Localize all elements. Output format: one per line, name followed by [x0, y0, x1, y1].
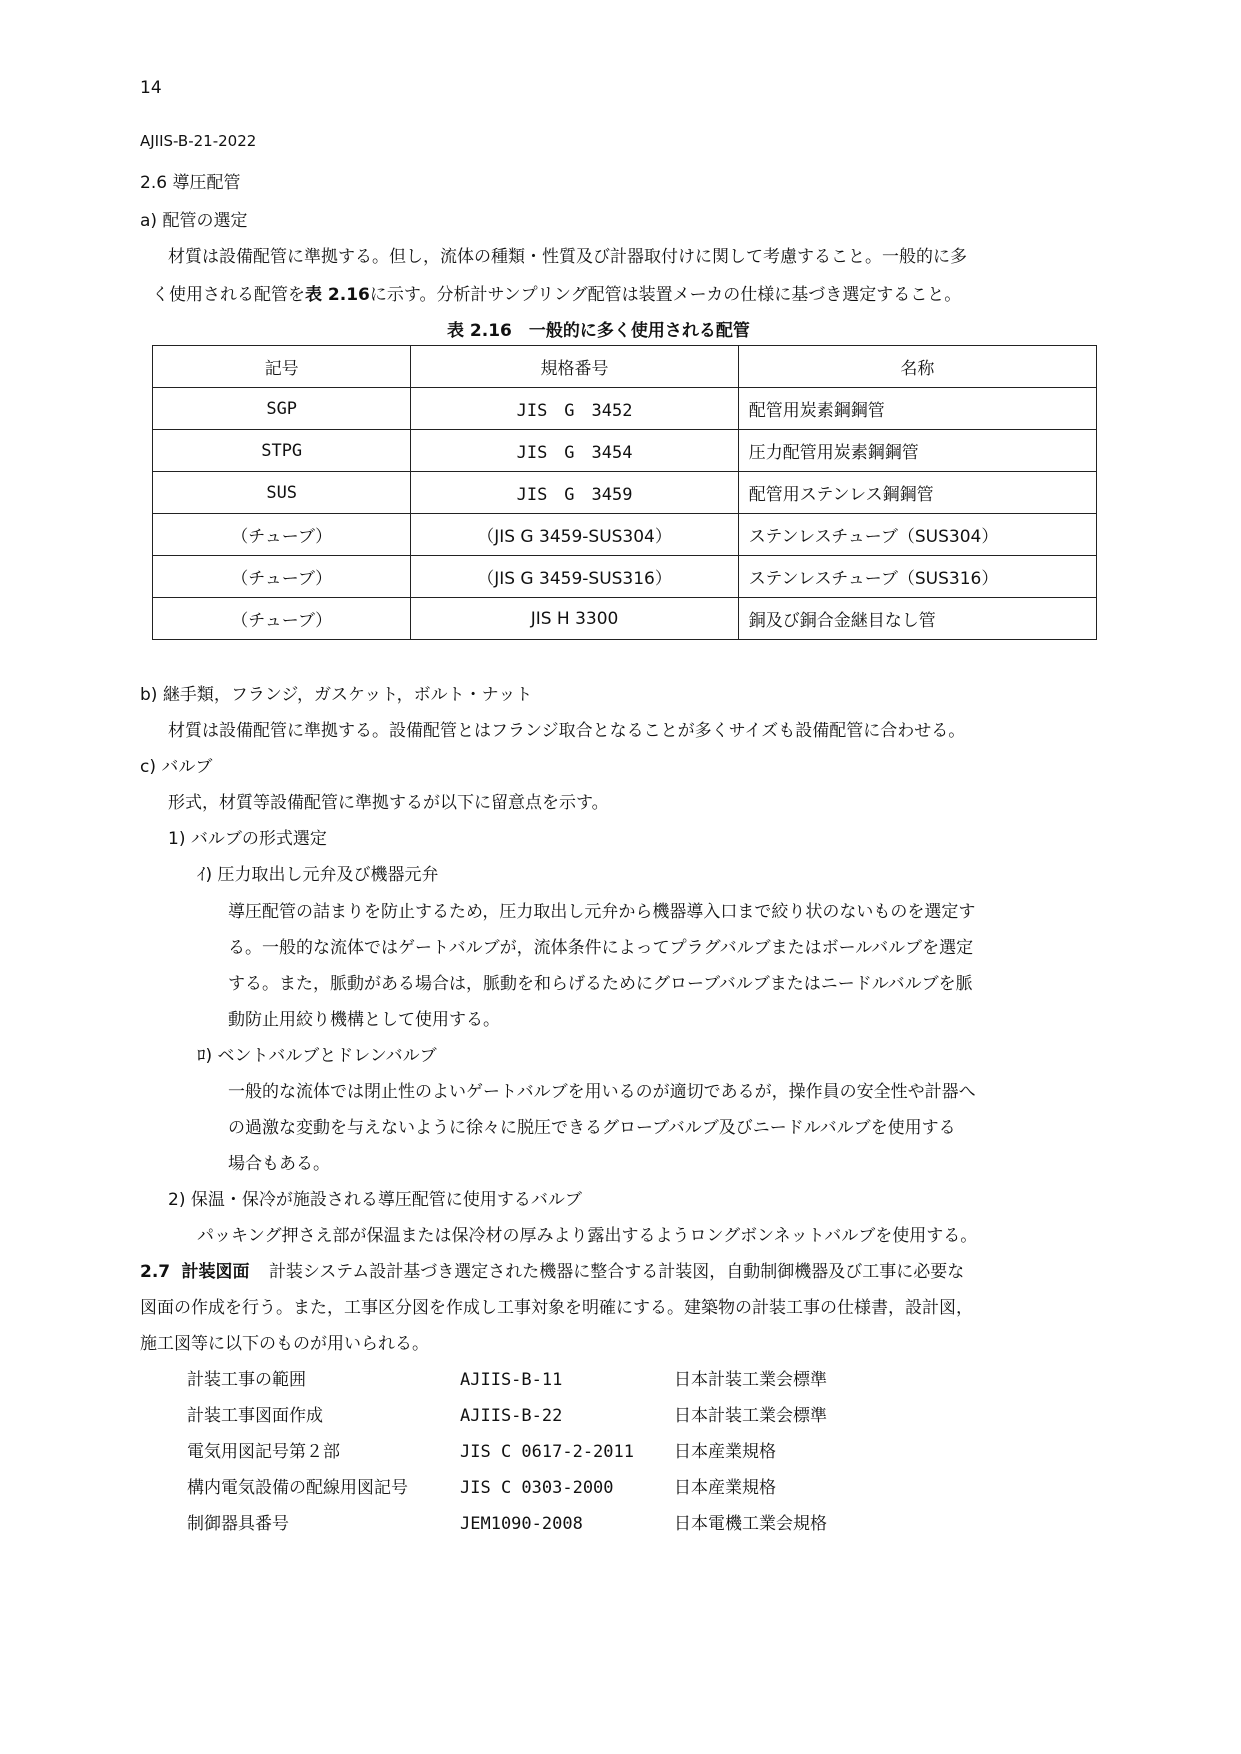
subitem-1-i-line-3: する。また，脈動がある場合は，脈動を和らげるためにグローブバルブまたはニードルバルブを脈	[228, 974, 973, 994]
table-cell: JIS H 3300	[411, 598, 738, 640]
item-a-heading: a) 配管の選定	[140, 211, 248, 231]
section-2-7-line-1	[140, 1257, 964, 1282]
table-cell: SGP	[153, 388, 411, 430]
subitem-2-paragraph: パッキング押さえ部が保温または保冷材の厚みより露出するようロングボンネットバルブを使用する。	[197, 1226, 978, 1246]
item-b-paragraph: 材質は設備配管に準拠する。設備配管とはフランジ取合となることが多くサイズも設備配管に合わせる。	[168, 721, 966, 741]
subitem-1-i-line-4: 動防止用絞り機構として使用する。	[228, 1010, 500, 1030]
reference-title: 構内電気設備の配線用図記号	[187, 1478, 408, 1498]
reference-code: JIS C 0303-2000	[460, 1478, 614, 1498]
item-c-paragraph: 形式，材質等設備配管に準拠するが以下に留意点を示す。	[168, 793, 609, 813]
item-a-paragraph-line-2	[152, 280, 961, 305]
table-row	[153, 430, 1097, 472]
table-row	[153, 556, 1097, 598]
table-cell: ステンレスチューブ（SUS304）	[738, 514, 1096, 556]
table-cell: （JIS G 3459-SUS316）	[411, 556, 738, 598]
reference-title: 電気用図記号第２部	[187, 1442, 340, 1462]
document-code: AJIIS-B-21-2022	[140, 132, 257, 150]
subitem-1-ro-line-3: 場合もある。	[228, 1154, 330, 1174]
reference-title: 計装工事図面作成	[187, 1406, 323, 1426]
table-cell: （JIS G 3459-SUS304）	[411, 514, 738, 556]
section-2-7-title: 計装図面	[181, 1262, 250, 1282]
subitem-1-heading: 1) バルブの形式選定	[168, 829, 327, 849]
table-cell: SUS	[153, 472, 411, 514]
section-2-7-line-2: 図面の作成を行う。また，工事区分図を作成し工事対象を明確にする。建築物の計装工事の仕様書，設計図，	[140, 1298, 973, 1318]
table-cell: 銅及び銅合金継目なし管	[738, 598, 1096, 640]
table-cell: JIS G 3454	[411, 430, 738, 472]
subitem-1-ro-line-2: の過激な変動を与えないように徐々に脱圧できるグローブバルブ及びニードルバルブを使用する	[228, 1118, 956, 1138]
subitem-1-ro-heading: ﾛ) ベントバルブとドレンバルブ	[197, 1046, 437, 1066]
table-row	[153, 388, 1097, 430]
table-cell: （チューブ）	[153, 556, 411, 598]
section-2-6-heading: 2.6 導圧配管	[140, 173, 241, 193]
reference-standard: 日本計装工業会標準	[674, 1406, 827, 1426]
reference-standard: 日本産業規格	[674, 1478, 776, 1498]
page-number: 14	[140, 78, 162, 98]
subitem-2-heading: 2) 保温・保冷が施設される導圧配管に使用するバルブ	[168, 1190, 582, 1210]
table-reference: 表 2.16	[305, 285, 370, 305]
reference-code: AJIIS-B-11	[460, 1370, 563, 1390]
item-a-text: く使用される配管を	[152, 285, 305, 305]
reference-code: JIS C 0617-2-2011	[460, 1442, 634, 1462]
subitem-1-ro-line-1: 一般的な流体では閉止性のよいゲートバルブを用いるのが適切であるが，操作員の安全性や計器へ	[228, 1082, 976, 1102]
table-header-row	[153, 346, 1097, 388]
table-cell: （チューブ）	[153, 598, 411, 640]
table-cell: 配管用ステンレス鋼鋼管	[738, 472, 1096, 514]
column-header: 名称	[738, 346, 1096, 388]
table-cell: ステンレスチューブ（SUS316）	[738, 556, 1096, 598]
table-cell: （チューブ）	[153, 514, 411, 556]
section-2-7-text: 計装システム設計基づき選定された機器に整合する計装図，自動制御機器及び工事に必要な	[268, 1262, 965, 1282]
reference-title: 計装工事の範囲	[187, 1370, 306, 1390]
table-cell: 配管用炭素鋼鋼管	[738, 388, 1096, 430]
reference-standard: 日本電機工業会規格	[674, 1514, 827, 1534]
item-b-heading: b) 継手類，フランジ，ガスケット，ボルト・ナット	[140, 685, 533, 705]
subitem-1-i-line-2: る。一般的な流体ではゲートバルブが，流体条件によってプラグバルブまたはボールバルブを選定	[228, 938, 974, 958]
column-header: 記号	[153, 346, 411, 388]
reference-standard: 日本産業規格	[674, 1442, 776, 1462]
table-cell: JIS G 3459	[411, 472, 738, 514]
reference-standard: 日本計装工業会標準	[674, 1370, 827, 1390]
reference-code: AJIIS-B-22	[460, 1406, 563, 1426]
table-row	[153, 472, 1097, 514]
table-caption: 表 2.16 一般的に多く使用される配管	[447, 321, 750, 341]
section-2-7-number: 2.7	[140, 1262, 171, 1282]
item-a-paragraph-line-1: 材質は設備配管に準拠する。但し，流体の種類・性質及び計器取付けに関して考慮すること。一般的に多	[168, 247, 967, 267]
item-a-text: に示す。分析計サンプリング配管は装置メーカの仕様に基づき選定すること。	[369, 285, 962, 305]
table-cell: STPG	[153, 430, 411, 472]
table-cell: 圧力配管用炭素鋼鋼管	[738, 430, 1096, 472]
pipe-spec-table	[152, 345, 1097, 640]
table-row	[153, 598, 1097, 640]
table-row	[153, 514, 1097, 556]
section-2-7-line-3: 施工図等に以下のものが用いられる。	[140, 1334, 429, 1354]
subitem-1-i-heading: ｲ) 圧力取出し元弁及び機器元弁	[197, 865, 439, 885]
reference-code: JEM1090-2008	[460, 1514, 583, 1534]
item-c-heading: c) バルブ	[140, 757, 213, 777]
subitem-1-i-line-1: 導圧配管の詰まりを防止するため，圧力取出し元弁から機器導入口まで絞り状のないものを選定す	[228, 902, 976, 922]
table-cell: JIS G 3452	[411, 388, 738, 430]
reference-title: 制御器具番号	[187, 1514, 289, 1534]
column-header: 規格番号	[411, 346, 738, 388]
